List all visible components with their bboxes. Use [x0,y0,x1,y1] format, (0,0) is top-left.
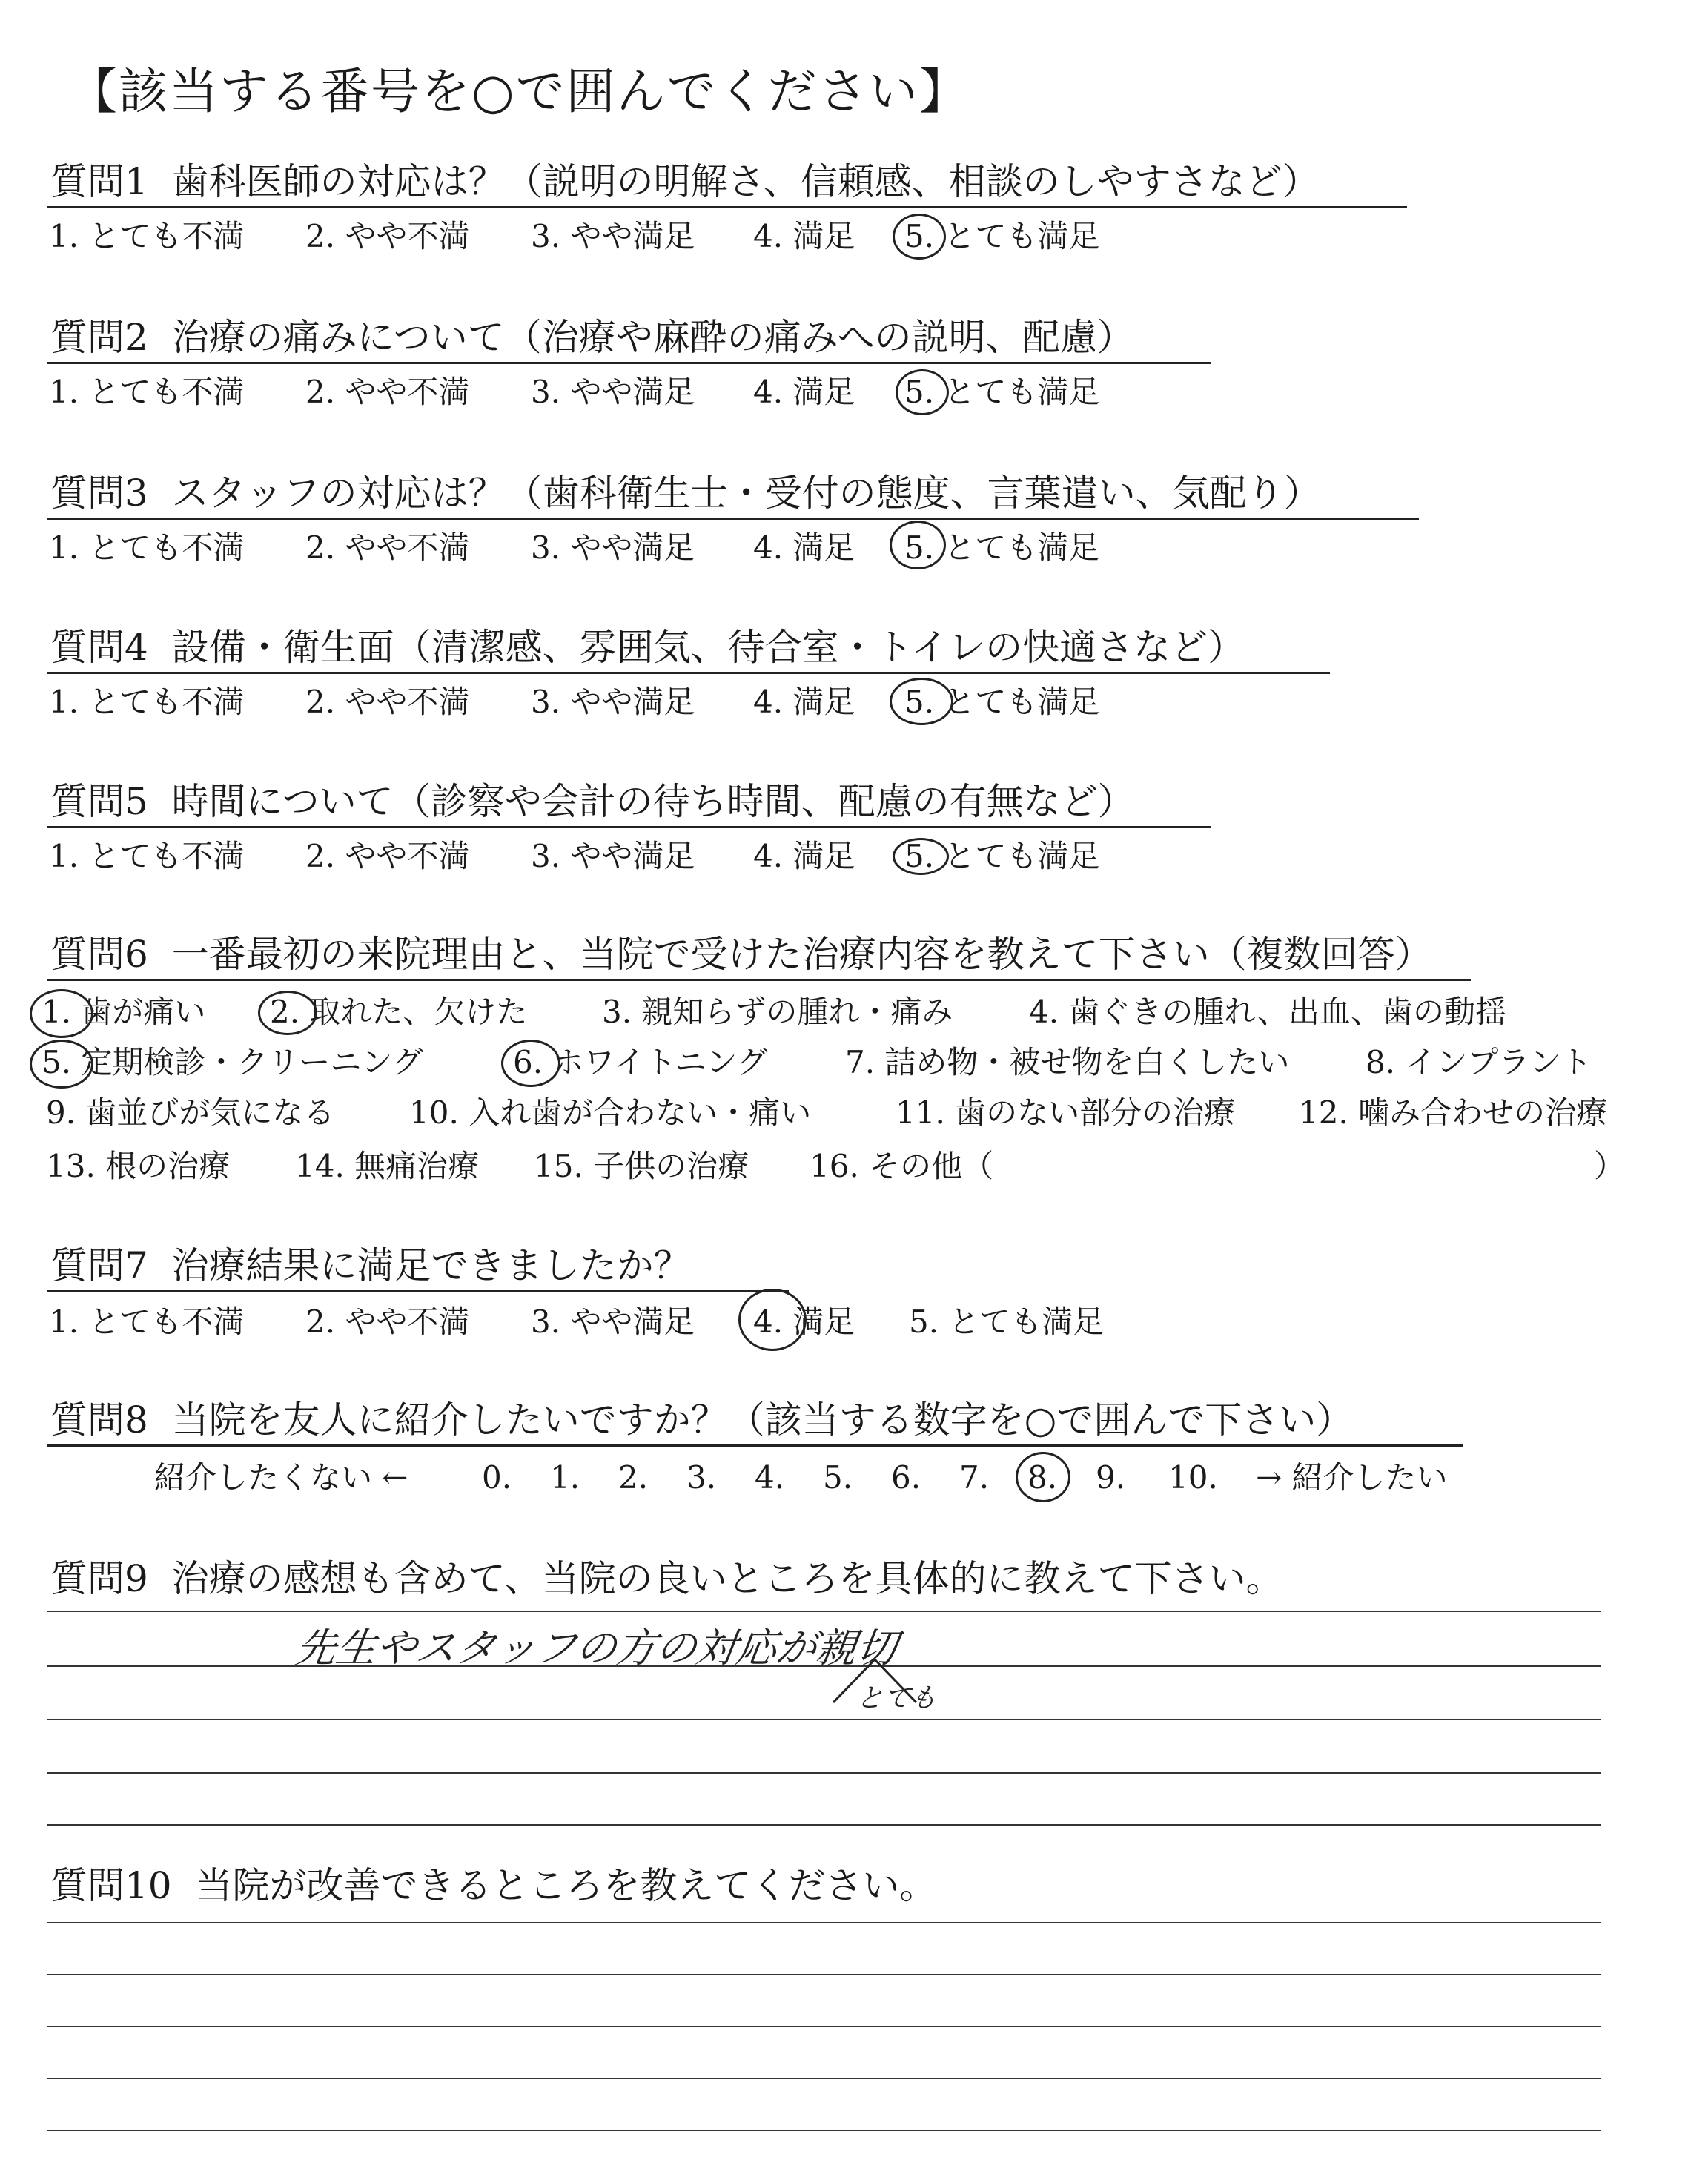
q5-option-5[interactable]: 5. とても満足 [904,838,1100,874]
q10-answer-line-5 [47,2130,1601,2131]
q3-option-3[interactable]: 3. やや満足 [531,529,695,566]
q9-answer-line-1 [47,1611,1601,1612]
question-9 [50,1557,1283,1600]
question-8-label: 質問8 [50,1398,148,1441]
q8-scale-3[interactable]: 3. [686,1459,717,1496]
q3-option-1[interactable]: 1. とても不満 [49,529,245,566]
q10-answer-line-4 [47,2078,1601,2079]
q6-option-16[interactable]: 16. その他（ [810,1148,994,1184]
q2-option-2[interactable]: 2. やや不満 [305,374,470,410]
question-9-label: 質問9 [50,1557,148,1600]
q8-right-label: → 紹介したい [1256,1459,1448,1496]
question-7-text: 治療結果に満足できましたか？ [171,1244,691,1287]
question-5-text: 時間について（診察や会計の待ち時間、配慮の有無など） [171,780,1135,823]
q6-option-12[interactable]: 12. 噛み合わせの治療 [1299,1094,1608,1131]
q6-option-14[interactable]: 14. 無痛治療 [295,1148,480,1184]
question-2 [50,316,1134,359]
question-1-underline [47,206,1407,208]
q1-option-4[interactable]: 4. 満足 [753,218,855,254]
q6-option-7[interactable]: 7. 詰め物・被せ物を白くしたい [845,1044,1290,1080]
q9-answer-line-5 [47,1824,1601,1826]
q2-option-3[interactable]: 3. やや満足 [531,374,695,410]
q7-option-3[interactable]: 3. やや満足 [531,1304,695,1340]
question-3-label: 質問3 [50,472,148,515]
q6-option-2[interactable]: 2. 取れた、欠けた [270,994,528,1030]
q6-option-10[interactable]: 10. 入れ歯が合わない・痛い [409,1094,812,1131]
question-2-label: 質問2 [50,316,148,359]
q3-option-4[interactable]: 4. 満足 [753,529,855,566]
q6-option-11[interactable]: 11. 歯のない部分の治療 [896,1094,1236,1131]
q1-option-3[interactable]: 3. やや満足 [531,218,695,254]
q7-option-5[interactable]: 5. とても満足 [909,1304,1105,1340]
q6-option-9[interactable]: 9. 歯並びが気になる [46,1094,335,1131]
question-3-text: スタッフの対応は？（歯科衛生士・受付の態度、言葉遣い、気配り） [171,472,1321,515]
q5-option-1[interactable]: 1. とても不満 [49,838,245,874]
question-1-label: 質問1 [50,160,148,203]
q8-left-label: 紹介したくない ← [154,1459,408,1496]
q6-option-13[interactable]: 13. 根の治療 [46,1148,231,1184]
q8-scale-0[interactable]: 0. [482,1459,512,1496]
q6-option-3[interactable]: 3. 親知らずの腫れ・痛み [602,994,953,1030]
question-10 [50,1864,937,1907]
q7-option-1[interactable]: 1. とても不満 [49,1304,245,1340]
q8-scale-2[interactable]: 2. [618,1459,649,1496]
q1-option-5[interactable]: 5. とても満足 [904,218,1100,254]
question-10-text: 当院が改善できるところを教えてください。 [195,1864,937,1907]
question-1-text: 歯科医師の対応は？（説明の明解さ、信頼感、相談のしやすさなど） [171,160,1320,203]
q6-option-1[interactable]: 1. 歯が痛い [42,994,206,1030]
question-5-underline [47,826,1211,828]
q10-answer-line-3 [47,2026,1601,2027]
q1-option-1[interactable]: 1. とても不満 [49,218,245,254]
q5-option-4[interactable]: 4. 満足 [753,838,855,874]
q3-option-5[interactable]: 5. とても満足 [904,529,1100,566]
q9-answer-line-3 [47,1719,1601,1720]
q4-option-2[interactable]: 2. やや不満 [305,684,470,720]
q4-option-5[interactable]: 5. とても満足 [904,684,1100,720]
q1-option-2[interactable]: 2. やや不満 [305,218,470,254]
question-4 [50,626,1245,669]
q8-scale-1[interactable]: 1. [550,1459,580,1496]
question-3-underline [47,518,1419,520]
question-8-underline [47,1444,1463,1447]
q5-option-3[interactable]: 3. やや満足 [531,838,695,874]
question-9-text: 治療の感想も含めて、当院の良いところを具体的に教えて下さい。 [171,1557,1283,1600]
question-10-label: 質問10 [50,1864,172,1907]
q8-scale-4[interactable]: 4. [755,1459,785,1496]
question-2-underline [47,362,1211,364]
question-7-label: 質問7 [50,1244,148,1287]
q8-scale-7[interactable]: 7. [959,1459,990,1496]
question-6-text: 一番最初の来院理由と、当院で受けた治療内容を教えて下さい（複数回答） [171,933,1432,976]
question-8 [50,1398,1354,1441]
question-4-text: 設備・衛生面（清潔感、雰囲気、待合室・トイレの快適さなど） [171,626,1245,669]
q2-option-5[interactable]: 5. とても満足 [904,374,1100,410]
question-5 [50,780,1135,823]
question-4-label: 質問4 [50,626,148,669]
q4-option-1[interactable]: 1. とても不満 [49,684,245,720]
question-5-label: 質問5 [50,780,148,823]
q7-option-2[interactable]: 2. やや不満 [305,1304,470,1340]
q8-scale-10[interactable]: 10. [1168,1459,1218,1496]
q9-handwritten-answer: 先生やスタッフの方の対応が親切 [293,1625,900,1671]
q8-scale-5[interactable]: 5. [823,1459,853,1496]
q10-answer-line-2 [47,1974,1601,1975]
question-6-label: 質問6 [50,933,148,976]
question-4-underline [47,672,1330,674]
q5-option-2[interactable]: 2. やや不満 [305,838,470,874]
question-1 [50,160,1320,203]
q4-option-4[interactable]: 4. 満足 [753,684,855,720]
question-8-text: 当院を友人に紹介したいですか？（該当する数字を○で囲んで下さい） [171,1398,1354,1441]
q2-option-1[interactable]: 1. とても不満 [49,374,245,410]
question-3 [50,472,1321,515]
q9-handwritten-insert: とても [854,1683,939,1714]
q8-scale-9[interactable]: 9. [1096,1459,1126,1496]
q3-option-2[interactable]: 2. やや不満 [305,529,470,566]
question-7-underline [47,1290,789,1292]
q10-answer-line-1 [47,1922,1601,1923]
question-6 [50,933,1432,976]
q2-option-4[interactable]: 4. 満足 [753,374,855,410]
q8-scale-8[interactable]: 8. [1027,1459,1058,1496]
question-6-underline [47,979,1471,981]
q8-scale-6[interactable]: 6. [891,1459,921,1496]
instruction-heading: 【該当する番号を○で囲んでください】 [68,63,970,120]
question-2-text: 治療の痛みについて（治療や麻酔の痛みへの説明、配慮） [171,316,1134,359]
q6-option-4[interactable]: 4. 歯ぐきの腫れ、出血、歯の動揺 [1029,994,1506,1030]
q6-option-5[interactable]: 5. 定期検診・クリーニング [42,1044,423,1080]
q6-option-15[interactable]: 15. 子供の治療 [534,1148,749,1184]
q4-option-3[interactable]: 3. やや満足 [531,684,695,720]
q6-option-8[interactable]: 8. インプラント [1366,1044,1592,1080]
question-7 [50,1244,691,1287]
q7-option-4[interactable]: 4. 満足 [753,1304,855,1340]
q9-answer-line-4 [47,1772,1601,1774]
q6-option-6[interactable]: 6. ホワイトニング [513,1044,768,1080]
q6-option-16-close: ） [1594,1148,1626,1184]
